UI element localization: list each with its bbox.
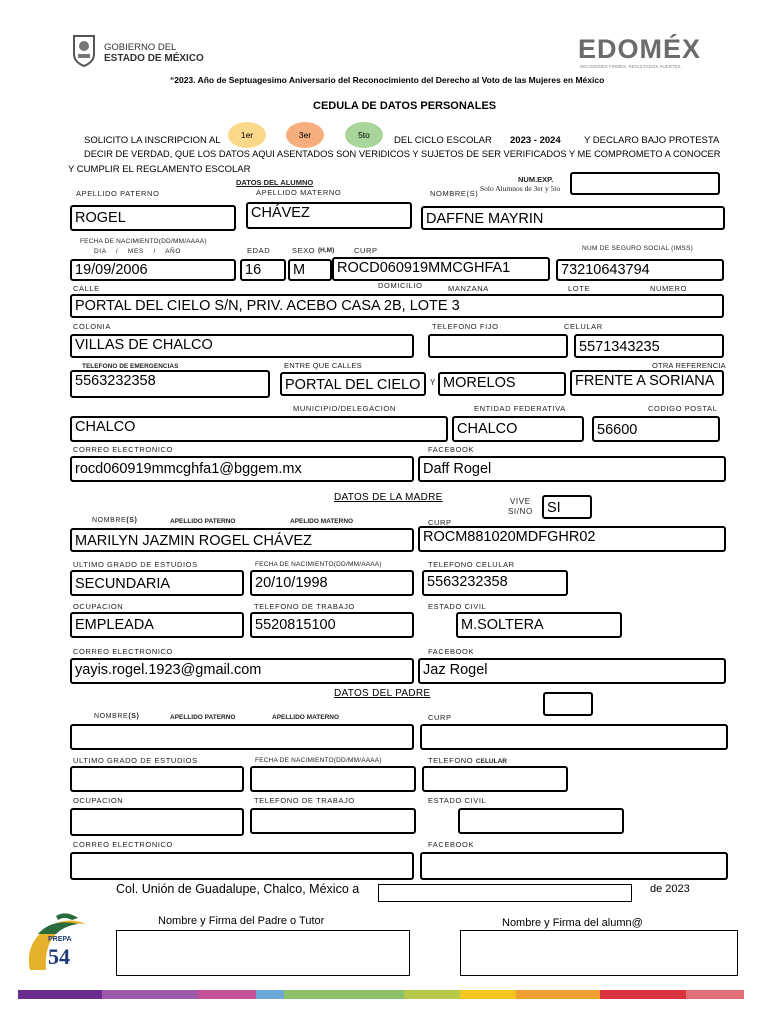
intro-line-3: Y CUMPLIR EL REGLAMENTO ESCOLAR <box>68 164 251 175</box>
footer-stripe-10 <box>686 990 744 999</box>
label-madre-facebook: FACEBOOK <box>428 647 475 656</box>
alumno-entre-calle-2[interactable]: MORELOS <box>438 372 566 396</box>
alumno-celular[interactable]: 5571343235 <box>574 334 724 358</box>
prepa-54-logo <box>20 910 92 986</box>
padre-estado-civil[interactable] <box>458 808 624 834</box>
label-madre-fecha: FECHA DE NACIMIENTO(DD/MM/AAAA) <box>255 561 382 568</box>
label-domicilio: DOMICILIO <box>378 281 423 290</box>
alumno-referencia[interactable]: FRENTE A SORIANA <box>570 370 724 396</box>
intro-declaro: Y DECLARO BAJO PROTESTA <box>584 135 720 146</box>
logo-prepa-text: PREPA <box>48 936 72 943</box>
label-madre-tel-trabajo: TELEFONO DE TRABAJO <box>254 602 355 611</box>
label-codigo-postal: CODIGO POSTAL <box>648 404 718 413</box>
label-madre-estudios: ULTIMO GRADO DE ESTUDIOS <box>73 560 198 569</box>
label-colonia: COLONIA <box>73 322 111 331</box>
madre-estado-civil[interactable]: M.SOLTERA <box>456 612 622 638</box>
grade-1-option[interactable]: 1er <box>228 122 266 148</box>
label-madre-materno: APELIDO MATERNO <box>290 518 354 525</box>
label-madre-ocupacion: OCUPACION <box>73 602 124 611</box>
label-facebook: FACEBOOK <box>428 445 475 454</box>
numexp-note: Solo Alumnos de 3er y 5to <box>480 184 561 193</box>
madre-estudios[interactable]: SECUNDARIA <box>70 570 244 596</box>
alumno-entidad[interactable]: CHALCO <box>452 416 584 442</box>
edomex-tagline: DECISIONES FIRMES, RESULTADOS FUERTES. <box>580 64 682 69</box>
alumno-sexo[interactable]: M <box>288 259 332 281</box>
label-vive: VIVE <box>510 497 531 506</box>
intro-line-2: DECIR DE VERDAD, QUE LOS DATOS AQUI ASENTADOS SON VERIDICOS Y SUJETOS DE SER VERIFICADOS Y ME COMPROMETO A CONOCER <box>84 149 721 159</box>
label-madre-nombre: NOMBRE(S) <box>92 517 138 524</box>
alumno-edad[interactable]: 16 <box>240 259 286 281</box>
label-entre-calles: ENTRE QUE CALLES <box>284 361 362 370</box>
gov-line-2: ESTADO DE MÉXICO <box>104 53 204 64</box>
padre-vive[interactable] <box>543 692 593 716</box>
label-padre-telefono: TELEFONO CELULAR <box>428 756 507 765</box>
label-padre-materno: APELLIDO MATERNO <box>272 714 340 721</box>
label-padre-facebook: FACEBOOK <box>428 840 475 849</box>
label-apellido-paterno: APELLIDO PATERNO <box>76 189 160 198</box>
year-motto: “2023. Año de Septuagesimo Aniversario del Reconocimiento del Derecho al Voto de las Mujeres en México <box>170 75 605 85</box>
padre-celular[interactable] <box>422 766 568 792</box>
padre-section-title: DATOS DEL PADRE <box>334 688 431 699</box>
label-nombres: NOMBRE(S) <box>430 189 479 198</box>
alumno-nss[interactable]: 73210643794 <box>556 259 724 281</box>
label-y: Y <box>430 378 436 387</box>
alumno-domicilio[interactable]: PORTAL DEL CIELO S/N, PRIV. ACEBO CASA 2B, LOTE 3 <box>70 294 724 318</box>
alumno-fecha-nacimiento[interactable]: 19/09/2006 <box>70 259 236 281</box>
footer-stripe-9 <box>600 990 686 999</box>
alumno-correo[interactable]: rocd060919mmcghfa1@bggem.mx <box>70 456 414 482</box>
numexp-label: NUM.EXP. <box>518 175 554 184</box>
footer-stripe-1 <box>18 990 102 999</box>
madre-correo[interactable]: yayis.rogel.1923@gmail.com <box>70 658 414 684</box>
edomex-wordmark: EDOMÉX <box>578 34 702 64</box>
label-madre-correo: CORREO ELECTRONICO <box>73 647 173 656</box>
label-si-no: SI/NO <box>508 507 533 516</box>
label-lote: LOTE <box>568 284 590 293</box>
firma-alumno-label: Nombre y Firma del alumn@ <box>502 917 643 929</box>
ciclo-value: 2023 - 2024 <box>510 135 561 146</box>
firma-padre-box[interactable] <box>116 930 410 976</box>
label-madre-paterno: APELLIDO PATERNO <box>170 518 236 525</box>
label-madre-civil: ESTADO CIVIL <box>428 602 487 611</box>
label-sexo-hm: (H,M) <box>318 247 335 254</box>
label-nss: NUM DE SEGURO SOCIAL (IMSS) <box>582 245 694 252</box>
firma-alumno-box[interactable] <box>460 930 738 976</box>
label-padre-nombre: NOMBRE(S) <box>94 713 140 720</box>
gov-line-1: GOBIERNO DEL <box>104 42 177 53</box>
state-government-logo <box>70 32 210 68</box>
numexp-field[interactable] <box>570 172 720 195</box>
padre-fecha-nacimiento[interactable] <box>250 766 416 792</box>
padre-nombre[interactable] <box>70 724 414 750</box>
alumno-facebook[interactable]: Daff Rogel <box>418 456 726 482</box>
padre-estudios[interactable] <box>70 766 244 792</box>
edomex-logo <box>578 34 723 74</box>
footer-stripe-3 <box>198 990 256 999</box>
madre-curp[interactable]: ROCM881020MDFGHR02 <box>418 526 726 552</box>
label-correo: CORREO ELECTRONICO <box>73 445 173 454</box>
alumno-telefono-fijo[interactable] <box>428 334 568 358</box>
madre-tel-trabajo[interactable]: 5520815100 <box>250 612 414 638</box>
label-madre-celular: TELEFONO CELULAR <box>428 560 515 569</box>
padre-ocupacion[interactable] <box>70 808 244 836</box>
label-padre-ocupacion: OCUPACION <box>73 796 124 805</box>
label-municipio: MUNICIPIO/DELEGACION <box>293 404 396 413</box>
label-padre-curp: CURP <box>428 713 452 722</box>
label-padre-estudios: ULTIMO GRADO DE ESTUDIOS <box>73 756 198 765</box>
madre-ocupacion[interactable]: EMPLEADA <box>70 612 244 638</box>
label-padre-tel-trabajo: TELEFONO DE TRABAJO <box>254 796 355 805</box>
label-apellido-materno: APELLIDO MATERNO <box>256 188 342 197</box>
lugar-text: Col. Unión de Guadalupe, Chalco, México a <box>116 882 360 896</box>
madre-fecha-nacimiento[interactable]: 20/10/1998 <box>250 570 414 596</box>
fecha-firma-field[interactable] <box>378 884 632 902</box>
label-otra-referencia: OTRA REFERENCIA <box>652 361 726 370</box>
label-telefono-emergencias: TELEFONO DE EMERGENCIAS <box>82 363 179 370</box>
grade-5-option[interactable]: 5to <box>345 122 383 148</box>
label-padre-civil: ESTADO CIVIL <box>428 796 487 805</box>
alumno-nombres[interactable]: DAFFNE MAYRIN <box>421 206 725 230</box>
grade-3-option[interactable]: 3er <box>286 122 324 148</box>
label-celular: CELULAR <box>564 322 603 331</box>
label-fecha-nacimiento: FECHA DE NACIMIENTO(DD/MM/AAAA) <box>80 238 207 245</box>
footer-stripe-5 <box>284 990 404 999</box>
padre-correo[interactable] <box>70 852 414 880</box>
label-edad: EDAD <box>247 246 271 255</box>
alumno-curp[interactable]: ROCD060919MMCGHFA1 <box>332 257 550 281</box>
label-sexo: SEXO <box>292 246 316 255</box>
label-curp: CURP <box>354 246 378 255</box>
firma-padre-label: Nombre y Firma del Padre o Tutor <box>158 915 325 927</box>
padre-curp[interactable] <box>420 724 728 750</box>
label-padre-correo: CORREO ELECTRONICO <box>73 840 173 849</box>
madre-celular[interactable]: 5563232358 <box>422 570 568 596</box>
alumno-municipio[interactable]: CHALCO <box>70 416 448 442</box>
label-padre-paterno: APELLIDO PATERNO <box>170 714 236 721</box>
madre-vive[interactable]: SI <box>542 495 592 519</box>
padre-facebook[interactable] <box>420 852 728 880</box>
label-telefono-fijo: TELEFONO FIJO <box>432 322 499 331</box>
alumno-codigo-postal[interactable]: 56600 <box>592 416 720 442</box>
madre-facebook[interactable]: Jaz Rogel <box>418 658 726 684</box>
coat-of-arms-icon <box>70 32 98 68</box>
madre-nombre[interactable]: MARILYN JAZMIN ROGEL CHÁVEZ <box>70 528 414 552</box>
label-padre-fecha: FECHA DE NACIMIENTO(DD/MM/AAAA) <box>255 757 382 764</box>
logo-number: 54 <box>48 944 70 969</box>
label-calle: CALLE <box>73 284 100 293</box>
label-madre-curp: CURP <box>428 518 452 527</box>
alumno-entre-calle-1[interactable]: PORTAL DEL CIELO <box>280 372 426 396</box>
footer-stripe-2 <box>102 990 198 999</box>
page-title: CEDULA DE DATOS PERSONALES <box>313 100 497 112</box>
alumno-apellido-materno[interactable]: CHÁVEZ <box>246 202 412 229</box>
alumno-section-title: DATOS DEL ALUMNO <box>236 178 314 187</box>
label-numero: NUMERO <box>650 284 687 293</box>
madre-section-title: DATOS DE LA MADRE <box>334 492 443 503</box>
alumno-colonia[interactable]: VILLAS DE CHALCO <box>70 334 414 358</box>
footer-stripe-4 <box>256 990 284 999</box>
label-dia-mes-anio: DIA / MES / AÑO <box>94 248 181 255</box>
label-entidad: ENTIDAD FEDERATIVA <box>474 404 566 413</box>
footer-stripe-8 <box>516 990 600 999</box>
intro-solicito: SOLICITO LA INSCRIPCION AL <box>84 135 221 146</box>
intro-ciclo: DEL CICLO ESCOLAR <box>394 135 492 146</box>
label-manzana: MANZANA <box>448 284 489 293</box>
alumno-apellido-paterno[interactable]: ROGEL <box>70 205 236 231</box>
anio-text: de 2023 <box>650 883 690 895</box>
padre-tel-trabajo[interactable] <box>250 808 416 834</box>
footer-stripe-6 <box>404 990 460 999</box>
alumno-telefono-emergencias[interactable]: 5563232358 <box>70 370 270 398</box>
footer-stripe-7 <box>460 990 516 999</box>
